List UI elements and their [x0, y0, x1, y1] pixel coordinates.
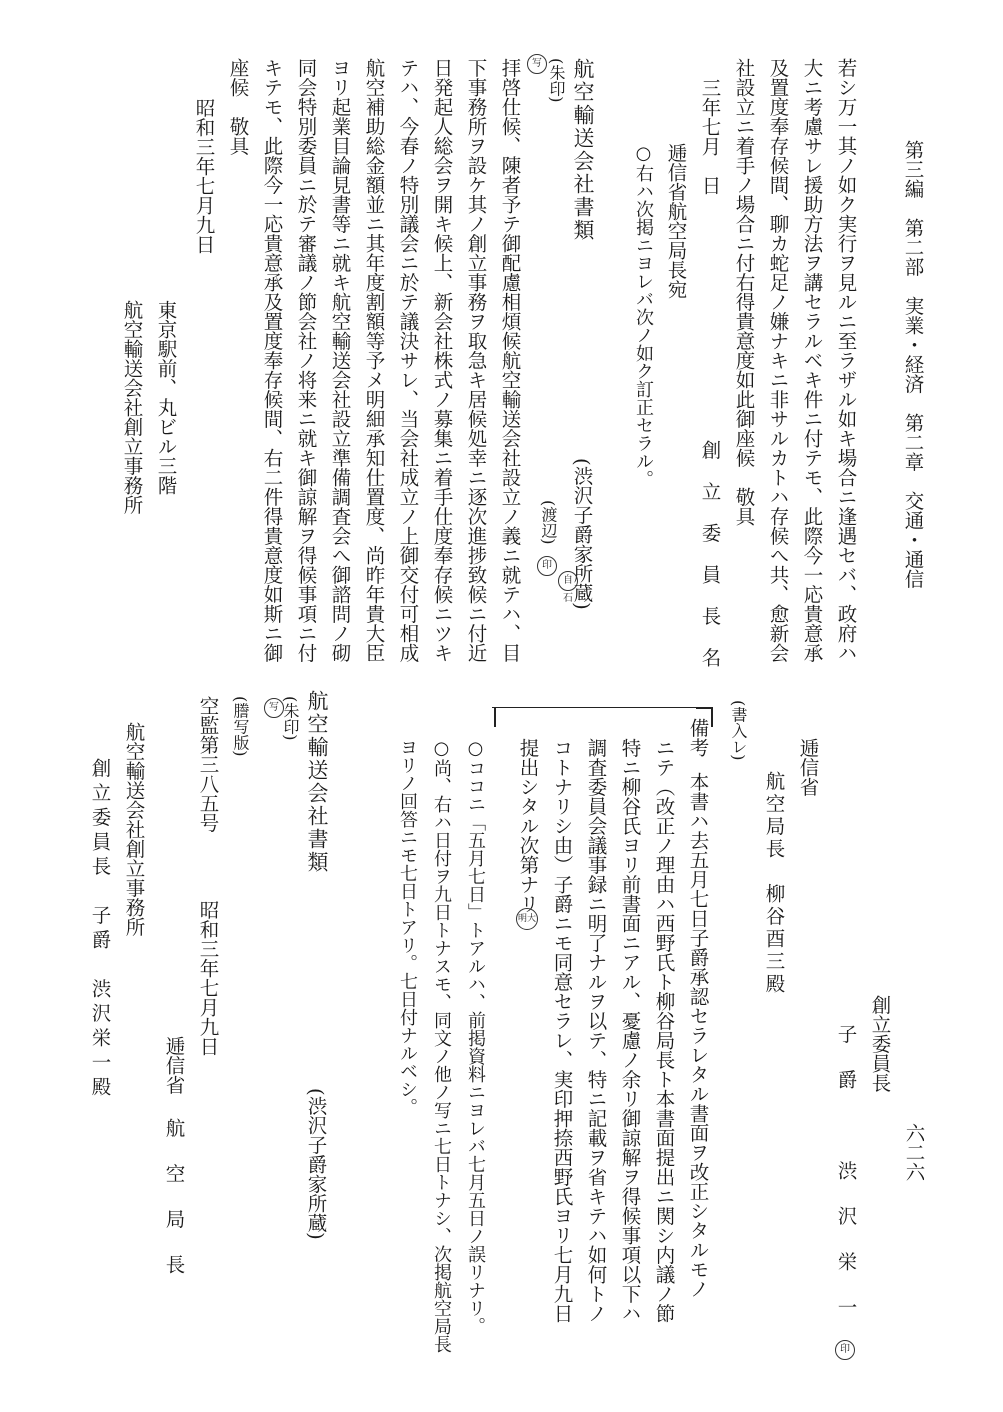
doc4-ref-no: 空監第三八五号 — [196, 696, 220, 833]
doc2-line-2: 下事務所ヲ設ケ其ノ創立事務ヲ取急キ居候処幸ニ逐次進捗致候ニ付近 — [464, 58, 488, 663]
remark-box-corner-left — [494, 707, 496, 727]
doc1-note: ○右ハ次掲ニヨレバ次ノ如ク訂正セラル。 — [633, 143, 654, 488]
doc2-address: 東京駅前、丸ビル三階 — [154, 300, 178, 495]
doc2-line-5: 航空補助総金額並ニ其年度割額等予メ明細承知仕置度、尚昨年貴大臣 — [362, 58, 386, 663]
doc1-line-2: 大ニ考慮サレ援助方法ヲ講セラルベキ件ニ付テモ、此際今一応貴意承 — [800, 58, 824, 663]
doc4-title: 航空輸送会社書類 — [305, 690, 329, 874]
doc4-print-note: (謄写版) — [231, 696, 250, 757]
doc4-source: (渋沢子爵家所蔵) — [304, 1088, 328, 1240]
doc1-line-1: 若シ万一其ノ如ク実行ヲ見ルニ至ラザル如キ場合ニ逢遇セバ、政府ハ — [834, 58, 858, 663]
doc2-sender: (渡辺) — [539, 500, 558, 545]
doc2-seal-note: (朱印) — [547, 58, 566, 103]
running-title: 第三編 第二部 実業・経済 第二章 交通・通信 — [901, 140, 925, 589]
doc4-from-ministry: 逓信省 — [162, 1036, 186, 1095]
doc2-line-4: テハ、今春ノ特別議会ニ於テ議決サレ、当会社成立ノ上御交付可相成 — [396, 58, 420, 663]
doc4-to-person: 創立委員長 子爵 渋沢栄一殿 — [88, 758, 112, 1101]
doc4-to-office: 航空輸送会社創立事務所 — [122, 722, 146, 937]
doc2-source: (渋沢子爵家所蔵) — [570, 458, 594, 610]
doc3-note-3: ヨリノ回答ニモ七日トアリ。七日付ナルベシ。 — [397, 738, 418, 1116]
doc3-salutation-name: 子爵 渋沢栄一 — [834, 1024, 858, 1343]
doc3-remark-line-2: ニテ（改正ノ理由ハ西野氏ト柳谷局長ト本書面提出ニ関シ内議ノ節 — [652, 738, 676, 1323]
doc3-remark-line-1: 本書ハ去五月七日子爵承認セラレタル書面ヲ改正シタルモノ — [686, 772, 710, 1299]
remark-box-top — [492, 707, 702, 708]
doc2-title: 航空輸送会社書類 — [571, 58, 595, 242]
doc1-line-3: 及置度奉存候間、聊カ蛇足ノ嫌ナキニ非サルカトハ存候へ共、愈新会 — [766, 58, 790, 663]
doc3-salutation-title: 創立委員長 — [868, 995, 892, 1093]
doc2-line-1: 拝啓仕候、陳者予テ御配慮相煩候航空輸送会社設立ノ義ニ就テハ、目 — [498, 58, 522, 663]
doc2-date: 昭和三年七月九日 — [192, 98, 216, 254]
doc2-from: 航空輸送会社創立事務所 — [120, 300, 144, 515]
doc2-line-9: 座候 敬具 — [226, 58, 250, 156]
doc2-sender-stamp-2: 自石 — [558, 571, 578, 591]
doc1-addressee: 逓信省航空局長宛 — [664, 143, 688, 299]
doc1-date: 三年七月 日 — [698, 78, 722, 195]
doc1-signer: 創立委員長名 — [698, 440, 722, 689]
doc3-note-label: (書入レ) — [729, 700, 748, 761]
doc2-line-7: 同会特別委員ニ於テ審議ノ節会社ノ将来ニ就キ御諒解ヲ得候事項ニ付 — [294, 58, 318, 663]
doc4-seal-mark: 写 — [264, 698, 284, 718]
doc3-remark-line-3: 特ニ柳谷氏ヨリ前書面ニアル、憂慮ノ余リ御諒解ヲ得候事項以下ハ — [618, 738, 642, 1323]
doc2-line-8: キテモ、此際今一応貴意承及置度奉存候間、右二件得貴意度如斯ニ御 — [260, 58, 284, 663]
doc3-recipient: 航空局長 柳谷酉三殿 — [762, 771, 786, 996]
doc2-seal-mark: 写 — [527, 54, 547, 74]
doc3-remark-head: 備考 — [686, 718, 710, 757]
doc3-note-2: ○尚、右ハ日付ヲ九日トナスモ、同文ノ他ノ写ニ七日トナシ、次掲航空局長 — [431, 738, 452, 1353]
remark-box-corner-right — [711, 707, 713, 727]
doc3-remark-line-5: コトナリシ由）子爵ニモ同意セラレ、実印押捺西野氏ヨリ七月九日 — [550, 738, 574, 1323]
doc2-line-3: 日発起人総会ヲ開キ候上、新会社株式ノ募集ニ着手仕度奉存候ニツキ — [430, 58, 454, 663]
page-number: 六二六 — [902, 1123, 926, 1182]
doc4-date: 昭和三年七月九日 — [196, 900, 220, 1056]
doc3-note-1: ○ココニ「五月七日」トアルハ、前掲資料ニヨレバ七月五日ノ誤リナリ。 — [465, 738, 486, 1335]
doc4-seal-note: (朱印) — [281, 696, 300, 741]
doc3-remark-line-4: 調査委員会議事録ニ明了ナルヲ以テ、特ニ記載ヲ省キテハ如何トノ — [584, 738, 608, 1323]
doc3-ministry: 逓信省 — [796, 738, 820, 797]
doc3-remark-line-6: 提出シタル次第ナリ — [516, 738, 540, 914]
doc2-sender-stamp: 印 — [537, 556, 557, 576]
doc4-from-title: 航空局長 — [162, 1118, 186, 1300]
doc3-salutation-stamp: 印 — [835, 1340, 855, 1360]
doc1-line-4: 社設立ニ着手ノ場合ニ付右得貴意度如此御座候 敬具 — [732, 58, 756, 526]
doc2-line-6: ヨリ起業目論見書等ニ就キ航空輸送会社設立準備調査会へ御諮問ノ砌 — [328, 58, 352, 663]
doc3-remark-stamp: 明大 — [516, 908, 538, 930]
